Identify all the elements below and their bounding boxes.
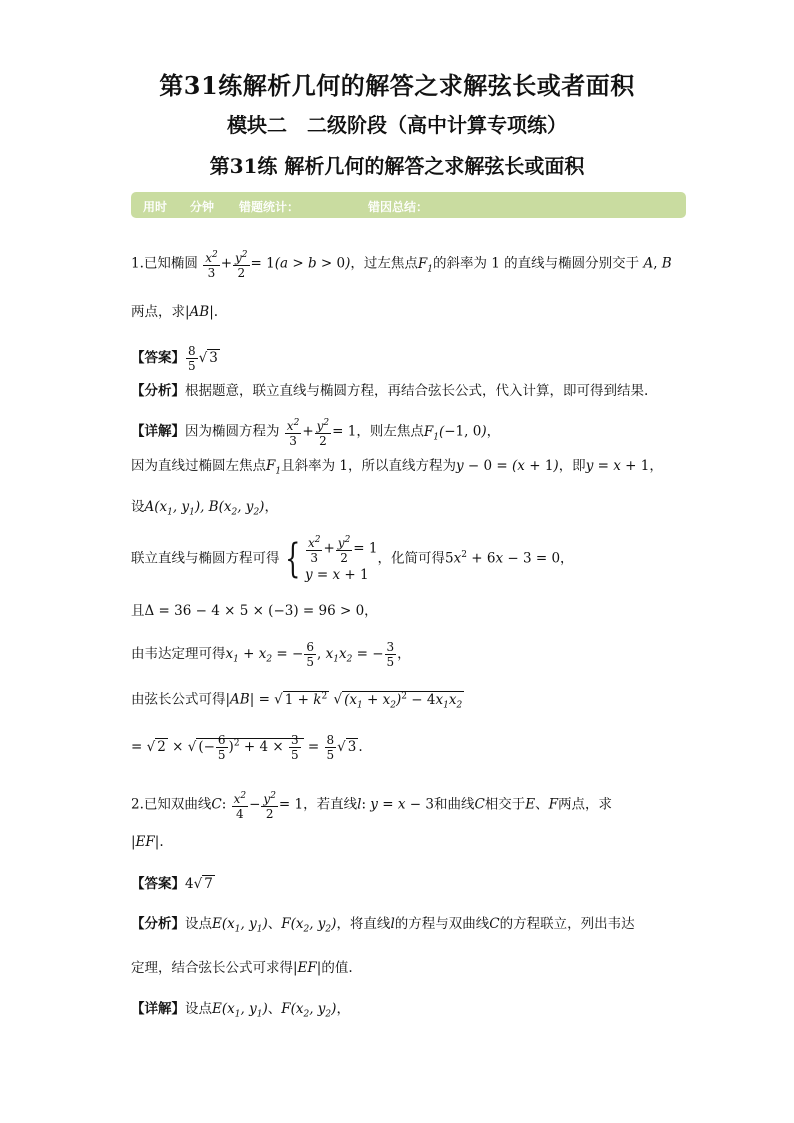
minutes-label: 分钟 — [190, 200, 215, 214]
problem-1-detail-3: 设$A(x_1$, $y_1$), $B(x_2$, $y_2$)， — [131, 499, 278, 518]
problem-1-detail-6: 由韦达定理可得$x_1 + x_2$ = − $\frac{6}{5}$ , $x_1x_2$ = − $\frac{3}{5}$ ， — [131, 640, 411, 669]
error-stats-label: 错题统计： — [239, 200, 300, 214]
info-bar — [131, 192, 686, 218]
problem-2-statement-cont: |EF|. — [131, 834, 164, 850]
time-label: 用时 — [143, 200, 168, 214]
section-title: 第31练 解析几何的解答之求解弦长或面积 — [209, 154, 585, 178]
problem-1-answer: 【答案】 $\frac{8}{5}$ √ 3 — [131, 344, 218, 373]
problem-1-detail-5: 且Δ = 36 − 4 × 5 × (−3) = 96 > 0， — [131, 603, 378, 619]
problem-1-detail-1: 【详解】因为椭圆方程为 $\frac{x^2}{3}$ + $\frac{y^2}{2}$ = 1，则左焦点$F_1(-1$, 0)， — [131, 418, 501, 448]
problem-2-answer: 【答案】4√ 7 — [131, 876, 213, 892]
error-reasons-label: 错因总结： — [368, 200, 429, 214]
page-title: 第31练解析几何的解答之求解弦长或者面积 — [159, 71, 635, 100]
problem-1-statement-cont: 两点，求|AB|. — [131, 304, 219, 320]
problem-1-detail-7: 由弦长公式可得|AB| = √ $1 + k^2$ √ $(x_1 + x_2)^2 - 4x_1x_2$ — [131, 691, 463, 711]
problem-2-analysis-cont: 定理，结合弦长公式可求得|EF|的值. — [131, 960, 353, 976]
problem-1-analysis: 【分析】根据题意，联立直线与椭圆方程，再结合弦长公式，代入计算，即可得到结果. — [131, 383, 649, 399]
module-title: 模块二 二级阶段（高中计算专项练） — [227, 113, 567, 137]
problem-1-statement: 1.已知椭圆 $\frac{x^2}{3}$ + $\frac{y^2}{2}$ = 1(a > b > 0)，过左焦点$F_1$的斜率为 1 的直线与椭圆分别交于 A, B — [131, 250, 672, 280]
problem-1-detail-2: 因为直线过椭圆左焦点$F_1$且斜率为 1，所以直线方程为y − 0 = (x + 1)，即y = x + 1， — [131, 458, 663, 477]
problem-2-analysis: 【分析】设点$E(x_1$, $y_1$)、$F(x_2$, $y_2$)，将直线l的方程与双曲线C的方程联立，列出韦达 — [131, 916, 635, 935]
problem-1-detail-8: = √ 2 × √ (− $\frac{6}{5}$ )$^2$ + 4 × $\frac{3}{5}$ = $\frac{8}{5}$ √ 3 . — [131, 733, 363, 762]
problem-2-detail: 【详解】设点$E(x_1$, $y_1$)、$F(x_2$, $y_2$)， — [131, 1001, 350, 1020]
problem-2-statement: 2.已知双曲线C: $\frac{x^2}{4}$ − $\frac{y^2}{2}$ = 1，若直线l: y = x − 3和曲线C相交于E、F两点，求 — [131, 791, 613, 821]
problem-1-detail-4: 联立直线与椭圆方程可得 { $\frac{x^2}{3}$ + $\frac{y^2}{2}$ = 1 y = x + 1 ，化简可得$5x^2 + 6x - 3 = 0$， — [131, 535, 574, 583]
